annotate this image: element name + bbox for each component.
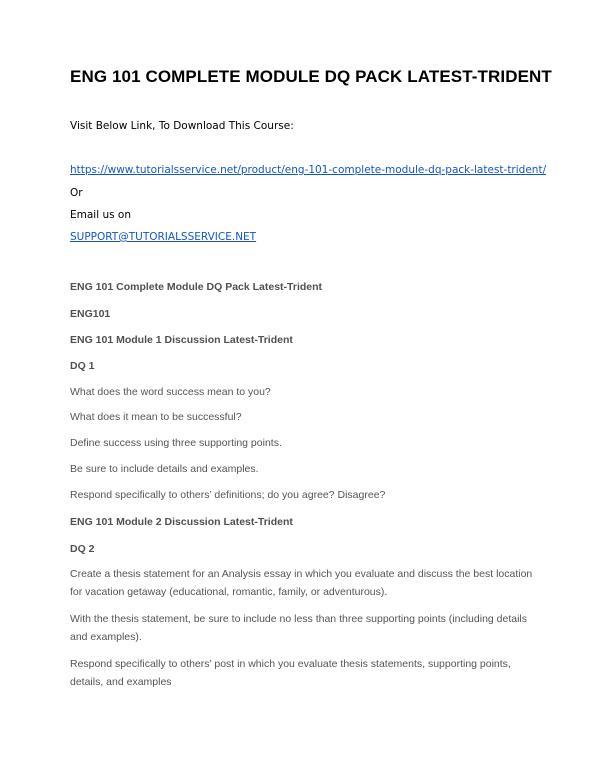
module1-line: What does the word success mean to you?	[70, 386, 271, 398]
email-text: Email us on	[70, 209, 132, 221]
module2-dq-label: DQ 2	[70, 543, 95, 555]
module1-line: Be sure to include details and examples.	[70, 463, 259, 475]
module2-heading: ENG 101 Module 2 Discussion Latest-Trident	[70, 516, 293, 528]
visit-text: Visit Below Link, To Download This Course:	[70, 120, 294, 132]
course-code: ENG101	[70, 308, 111, 320]
or-text: Or	[70, 187, 83, 199]
module2-paragraph: Create a thesis statement for an Analysis essay in which you evaluate and discuss the best location for vacation getaway (educational, romantic, family, or adventurous).	[70, 568, 533, 598]
document-title: ENG 101 COMPLETE MODULE DQ PACK LATEST-TRIDENT	[70, 67, 552, 86]
module1-line: What does it mean to be successful?	[70, 411, 242, 423]
module1-line: Define success using three supporting points.	[70, 437, 282, 449]
course-link[interactable]: https://www.tutorialsservice.net/product/eng-101-complete-module-dq-pack-latest-trident/	[70, 164, 547, 176]
email-link[interactable]: SUPPORT@TUTORIALSSERVICE.NET	[70, 231, 257, 243]
module1-line: Respond specifically to others’ definitions; do you agree? Disagree?	[70, 489, 386, 501]
module1-dq-label: DQ 1	[70, 360, 95, 372]
module2-paragraph: With the thesis statement, be sure to include no less than three supporting points (including details and examples).	[70, 613, 528, 643]
pack-heading: ENG 101 Complete Module DQ Pack Latest-Trident	[70, 281, 323, 293]
module2-paragraph: Respond specifically to others’ post in which you evaluate thesis statements, supporting points, details, and examples	[70, 658, 511, 688]
module1-heading: ENG 101 Module 1 Discussion Latest-Trident	[70, 334, 293, 346]
